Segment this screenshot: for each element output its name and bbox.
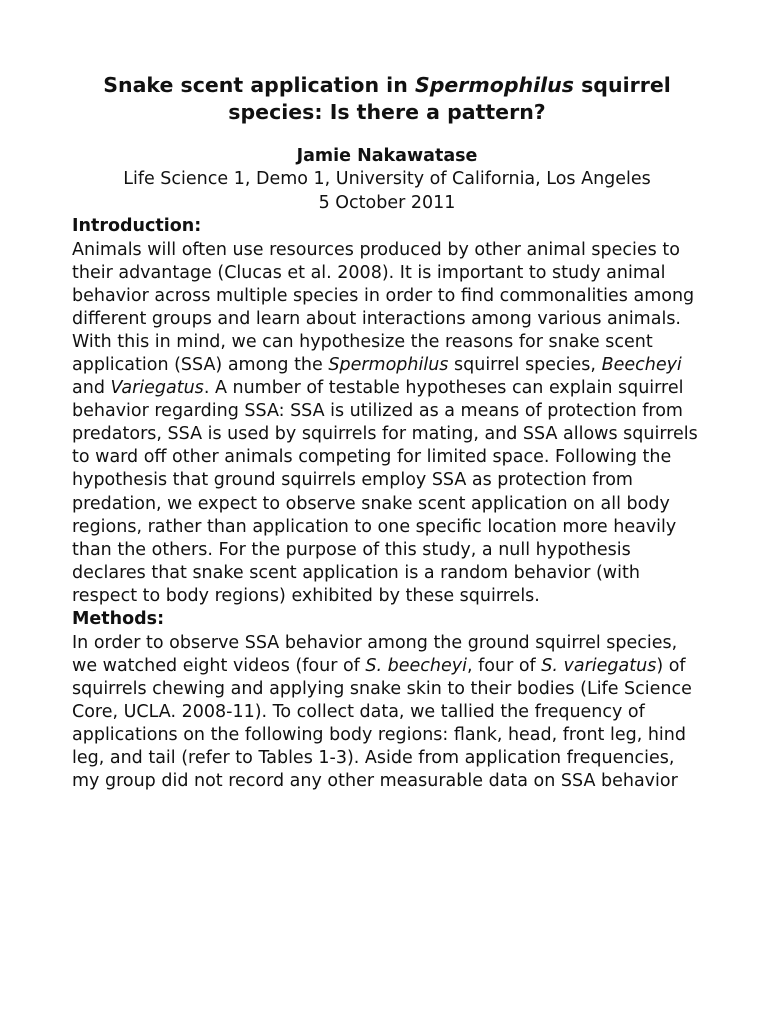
introduction-paragraph bbox=[72, 239, 702, 609]
title-genus: Spermophilus bbox=[414, 73, 574, 97]
methods-species-2: S. variegatus bbox=[541, 655, 657, 676]
document-page bbox=[72, 72, 702, 793]
methods-text-1: In order to observe SSA behavior among the ground squirrel species, we watched eight videos (four of bbox=[72, 632, 678, 676]
introduction-heading: Introduction: bbox=[72, 216, 202, 236]
intro-text-2: squirrel species, bbox=[448, 354, 602, 375]
methods-text-3: ) of squirrels chewing and applying snake skin to their bodies (Life Science Core, UCLA. 2008-11). To collect data, we tallied the frequency of applications on the following body regions: flank, head, front leg, hind leg, and tail (refer to Tables 1-3). Aside from application frequencies, my group did not record any other measurable data on SSA behavior bbox=[72, 655, 692, 792]
affiliation: Life Science 1, Demo 1, University of California, Los Angeles bbox=[123, 169, 651, 189]
intro-genus: Spermophilus bbox=[328, 354, 449, 375]
title-text: Snake scent application in bbox=[103, 73, 415, 97]
paper-title bbox=[72, 72, 702, 126]
methods-heading: Methods: bbox=[72, 609, 165, 629]
methods-paragraph bbox=[72, 632, 702, 794]
intro-text-1: Animals will often use resources produced by other animal species to their advantage (Clucas et al. 2008). It is important to study animal behavior across multiple species in order to find commonalities among different groups and learn about interactions among various animals. With this in mind, we can hypothesize the reasons for snake scent application (SSA) among the bbox=[72, 239, 695, 375]
intro-text-4: . A number of testable hypotheses can explain squirrel behavior regarding SSA: SSA is utilized as a means of protection from predators, SSA is used by squirrels for mating, and SSA allows squirrels to ward off other animals competing for limited space. Following the hypothesis that ground squirrels employ SSA as protection from predation, we expect to observe snake scent application on all body regions, rather than application to one specific location more heavily than the others. For the purpose of this study, a null hypothesis declares that snake scent application is a random behavior (with respect to body regions) exhibited by these squirrels. bbox=[72, 378, 698, 606]
intro-text-3: and bbox=[72, 378, 111, 399]
methods-text-2: , four of bbox=[466, 655, 542, 676]
date: 5 October 2011 bbox=[318, 192, 456, 213]
title-text-end: squirrel species: Is there a pattern? bbox=[228, 73, 671, 124]
methods-species-1: S. beecheyi bbox=[365, 655, 467, 676]
author-name: Jamie Nakawatase bbox=[296, 146, 478, 166]
intro-species-1: Beecheyi bbox=[601, 354, 682, 375]
intro-species-2: Variegatus bbox=[110, 378, 204, 399]
